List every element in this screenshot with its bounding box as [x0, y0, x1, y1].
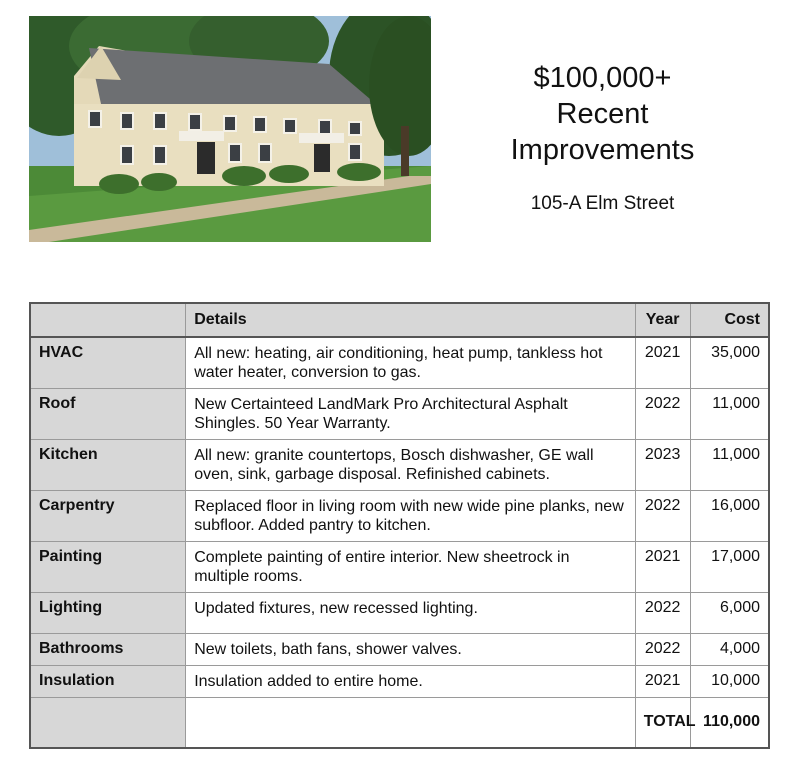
property-address: 105-A Elm Street	[530, 193, 675, 214]
row-details: New Certainteed LandMark Pro Architectural Asphalt Shingles. 50 Year Warranty.	[186, 388, 636, 439]
total-value: 110,000	[690, 697, 769, 748]
table-row	[30, 541, 769, 592]
table-row	[30, 592, 769, 633]
row-details: New toilets, bath fans, shower valves.	[186, 633, 636, 665]
row-year: 2023	[635, 439, 690, 490]
row-category: Insulation	[30, 665, 186, 697]
headline-line-improvements: Improvements	[510, 134, 695, 166]
table-row	[30, 439, 769, 490]
row-details: Replaced floor in living room with new wide pine planks, new subfloor. Added pantry to kitchen.	[186, 490, 636, 541]
total-label: TOTAL	[635, 697, 690, 748]
headline-line-recent: Recent	[556, 98, 649, 130]
total-row-details-blank	[186, 697, 636, 748]
row-cost: 11,000	[690, 439, 769, 490]
row-cost: 17,000	[690, 541, 769, 592]
total-row-category-blank	[30, 697, 186, 748]
row-details: All new: heating, air conditioning, heat pump, tankless hot water heater, conversion to gas.	[186, 337, 636, 388]
table-row	[30, 490, 769, 541]
row-year: 2021	[635, 337, 690, 388]
improvements-table	[29, 302, 770, 749]
row-year: 2021	[635, 665, 690, 697]
table-header-row	[30, 303, 769, 337]
row-category: Kitchen	[30, 439, 186, 490]
header-details: Details	[186, 303, 636, 337]
row-year: 2022	[635, 633, 690, 665]
row-category: Roof	[30, 388, 186, 439]
row-cost: 4,000	[690, 633, 769, 665]
table-row	[30, 337, 769, 388]
row-category: HVAC	[30, 337, 186, 388]
headline	[470, 60, 735, 168]
row-cost: 35,000	[690, 337, 769, 388]
headline-amount: $100,000+	[533, 62, 672, 94]
row-year: 2021	[635, 541, 690, 592]
row-details: Insulation added to entire home.	[186, 665, 636, 697]
header-category	[30, 303, 186, 337]
row-details: All new: granite countertops, Bosch dishwasher, GE wall oven, sink, garbage disposal. Refinished cabinets.	[186, 439, 636, 490]
table-row	[30, 388, 769, 439]
row-details: Updated fixtures, new recessed lighting.	[186, 592, 636, 633]
row-year: 2022	[635, 490, 690, 541]
row-year: 2022	[635, 388, 690, 439]
row-cost: 6,000	[690, 592, 769, 633]
table-row	[30, 633, 769, 665]
total-row	[30, 697, 769, 748]
table-row	[30, 665, 769, 697]
row-category: Lighting	[30, 592, 186, 633]
row-cost: 16,000	[690, 490, 769, 541]
row-cost: 10,000	[690, 665, 769, 697]
row-category: Painting	[30, 541, 186, 592]
row-details: Complete painting of entire interior. New sheetrock in multiple rooms.	[186, 541, 636, 592]
house-photo	[29, 16, 431, 242]
row-year: 2022	[635, 592, 690, 633]
row-cost: 11,000	[690, 388, 769, 439]
row-category: Carpentry	[30, 490, 186, 541]
row-category: Bathrooms	[30, 633, 186, 665]
header-cost: Cost	[690, 303, 769, 337]
header-year: Year	[635, 303, 690, 337]
